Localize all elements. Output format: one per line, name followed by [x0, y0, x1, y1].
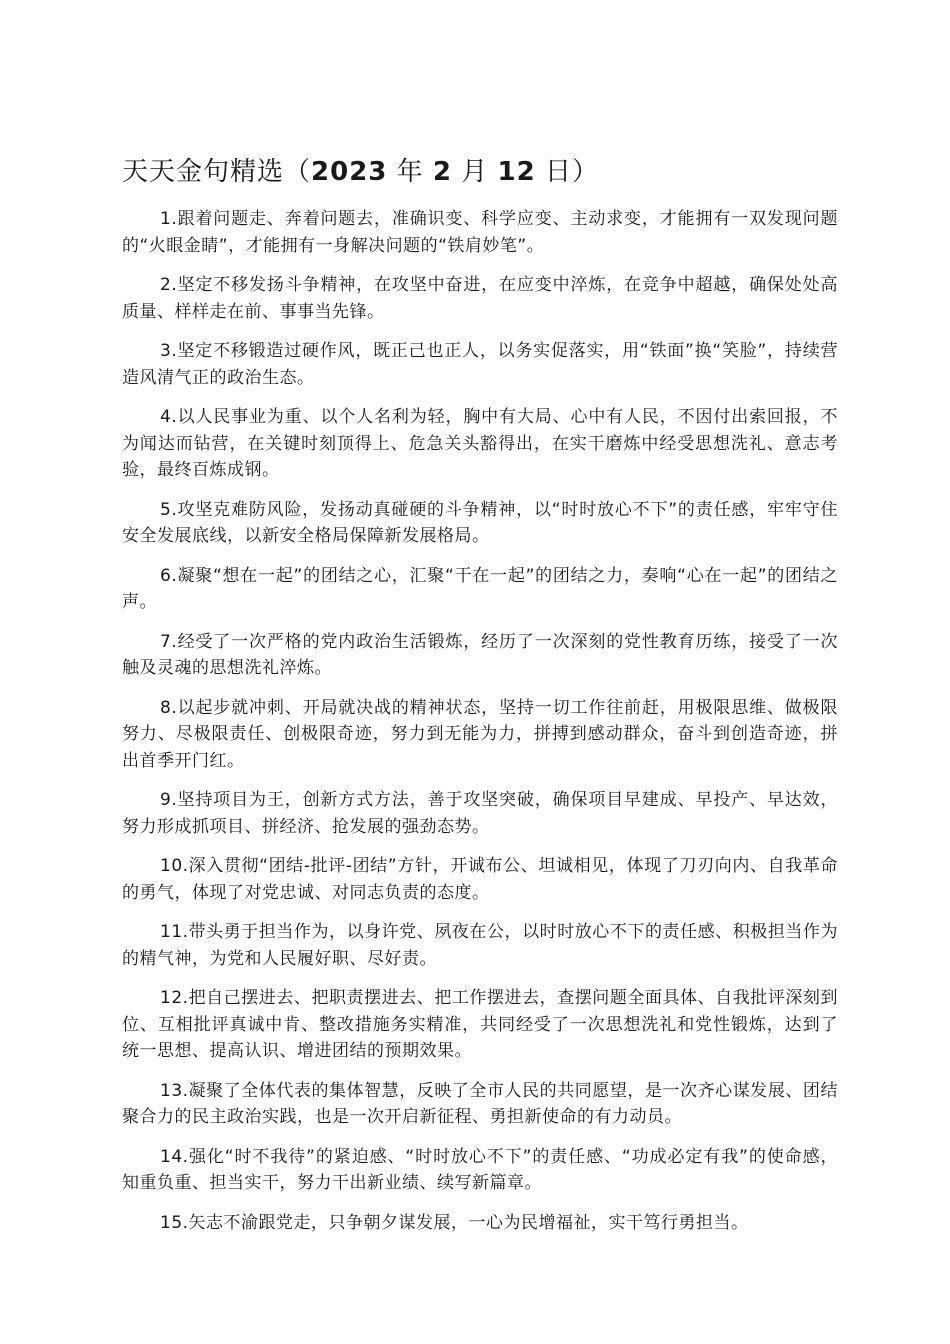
- title-year-unit: 年: [387, 157, 433, 187]
- quote-paragraph-14: 14.强化“时不我待”的紧迫感、“时时放心不下”的责任感、“功成必定有我”的使命感，知重负重、担当实干，努力干出新业绩、续写新篇章。: [122, 1146, 838, 1193]
- quote-paragraph-2: 2.坚定不移发扬斗争精神，在攻坚中奋进，在应变中淬炼，在竞争中超越，确保处处高质量、样样走在前、事事当先锋。: [122, 275, 838, 322]
- document-title: [122, 152, 599, 192]
- quote-paragraph-3: 3.坚定不移锻造过硬作风，既正己也正人，以务实促落实，用“铁面”换“笑脸”，持续营造风清气正的政治生态。: [122, 341, 838, 388]
- title-day-unit: 日）: [535, 157, 599, 187]
- title-month: 2: [432, 157, 453, 187]
- quote-paragraph-5: 5.攻坚克难防风险，发扬动真碰硬的斗争精神，以“时时放心不下”的责任感，牢牢守住安全发展底线，以新安全格局保障新发展格局。: [122, 499, 838, 546]
- quote-paragraph-7: 7.经受了一次严格的党内政治生活锻炼，经历了一次深刻的党性教育历练，接受了一次触及灵魂的思想洗礼淬炼。: [122, 631, 838, 678]
- title-day: 12: [497, 157, 536, 187]
- quote-paragraph-9: 9.坚持项目为王，创新方式方法，善于攻坚突破，确保项目早建成、早投产、早达效，努力形成抓项目、拼经济、抢发展的强劲态势。: [122, 790, 838, 837]
- quote-paragraph-1: 1.跟着问题走、奔着问题去，准确识变、科学应变、主动求变，才能拥有一双发现问题的“火眼金睛”，才能拥有一身解决问题的“铁肩妙笔”。: [122, 209, 838, 256]
- quote-paragraph-6: 6.凝聚“想在一起”的团结之心，汇聚“干在一起”的团结之力，奏响“心在一起”的团结之声。: [122, 565, 838, 612]
- quote-paragraph-13: 13.凝聚了全体代表的集体智慧，反映了全市人民的共同愿望，是一次齐心谋发展、团结聚合力的民主政治实践，也是一次开启新征程、勇担新使命的有力动员。: [122, 1080, 838, 1127]
- title-month-unit: 月: [452, 157, 498, 187]
- quote-paragraph-4: 4.以人民事业为重、以个人名利为轻，胸中有大局、心中有人民，不因付出索回报，不为闻达而钻营，在关键时刻顶得上、危急关头豁得出，在实干磨炼中经受思想洗礼、意志考验，最终百炼成钢。: [122, 407, 838, 480]
- title-year: 2023: [311, 157, 388, 187]
- quote-paragraph-15: 15.矢志不渝跟党走，只争朝夕谋发展，一心为民增福祉，实干笃行勇担当。: [160, 1212, 749, 1233]
- quote-paragraph-11: 11.带头勇于担当作为，以身许党、夙夜在公，以时时放心不下的责任感、积极担当作为的精气神，为党和人民履好职、尽好责。: [122, 922, 838, 969]
- title-prefix: 天天金句精选（: [122, 157, 312, 187]
- quote-paragraph-12: 12.把自己摆进去、把职责摆进去、把工作摆进去，查摆问题全面具体、自我批评深刻到位、互相批评真诚中肯、整改措施务实精准，共同经受了一次思想洗礼和党性锻炼，达到了统一思想、提高认识、增进团结的预期效果。: [122, 988, 838, 1061]
- quote-paragraph-8: 8.以起步就冲刺、开局就决战的精神状态，坚持一切工作往前赶，用极限思维、做极限努力、尽极限责任、创极限奇迹，努力到无能为力，拼搏到感动群众，奋斗到创造奇迹，拼出首季开门红。: [122, 697, 838, 771]
- document-body: [122, 206, 838, 1249]
- quote-paragraph-10: 10.深入贯彻“团结-批评-团结”方针，开诚布公、坦诚相见，体现了刀刃向内、自我革命的勇气，体现了对党忠诚、对同志负责的态度。: [122, 856, 838, 903]
